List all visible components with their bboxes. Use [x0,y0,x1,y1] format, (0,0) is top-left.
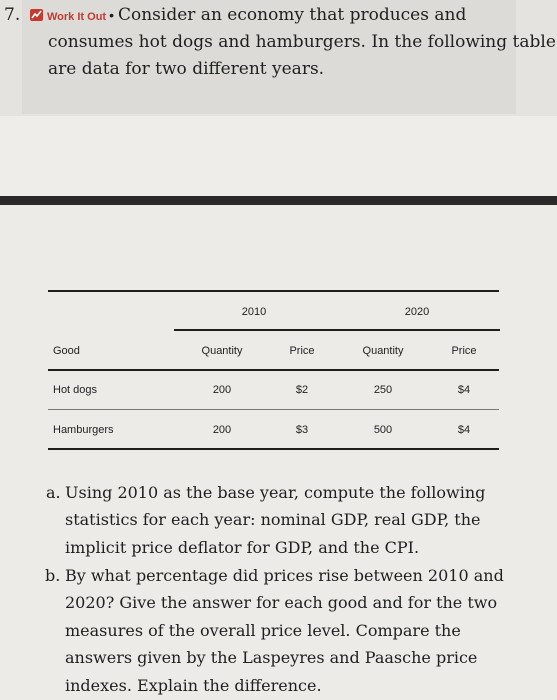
table-bottom-rule [48,448,499,450]
cell-price-2020-hotdogs: $4 [457,384,471,396]
problem-line-1 [30,2,466,31]
question-a-line-3: implicit price deflator for GDP, and the CPI. [65,538,420,557]
question-b-line-3: measures of the overall price level. Compare the [65,621,461,640]
header-quantity-2010: Quantity [201,345,243,357]
cell-qty-2010-hotdogs: 200 [212,384,232,396]
question-b-line-4: answers given by the Laspeyres and Paasche price [65,648,478,667]
problem-line-3: are data for two different years. [48,59,325,79]
question-a-line-2: statistics for each year: nominal GDP, real GDP, the [65,510,481,529]
year-2020-heading: 2020 [404,306,430,318]
table-top-rule [48,290,499,292]
question-a-label: a. [46,483,61,502]
cell-price-2010-hotdogs: $2 [295,384,309,396]
year-2010-heading: 2010 [241,306,267,318]
work-it-out-badge: Work It Out [47,11,107,23]
cell-good-hotdogs: Hot dogs [53,384,98,396]
cell-price-2010-hamburgers: $3 [295,424,309,436]
problem-text-1: Consider an economy that produces and [117,5,467,25]
header-quantity-2020: Quantity [362,345,404,357]
header-price-2020: Price [451,345,477,357]
header-rule [48,369,499,371]
question-b-line-1: By what percentage did prices rise between 2010 and [65,566,504,585]
year-group-rule [174,329,500,331]
row-separator [48,409,499,410]
cell-qty-2020-hotdogs: 250 [373,384,393,396]
question-b-label: b. [45,566,61,585]
chart-line-icon [30,9,43,21]
page-gap [0,116,557,196]
problem-number: 7. [4,5,21,25]
question-b-line-2: 2020? Give the answer for each good and for the two [65,593,498,612]
cell-price-2020-hamburgers: $4 [457,424,471,436]
header-good: Good [53,345,80,357]
cell-qty-2020-hamburgers: 500 [373,424,393,436]
bullet-separator: • [109,7,114,23]
cell-qty-2010-hamburgers: 200 [212,424,232,436]
question-a-line-1: Using 2010 as the base year, compute the following [65,483,486,502]
page-divider [0,196,557,205]
question-b-line-5: indexes. Explain the difference. [65,676,322,695]
header-price-2010: Price [289,345,315,357]
problem-line-2: consumes hot dogs and hamburgers. In the following table [48,32,556,52]
cell-good-hamburgers: Hamburgers [53,424,114,436]
